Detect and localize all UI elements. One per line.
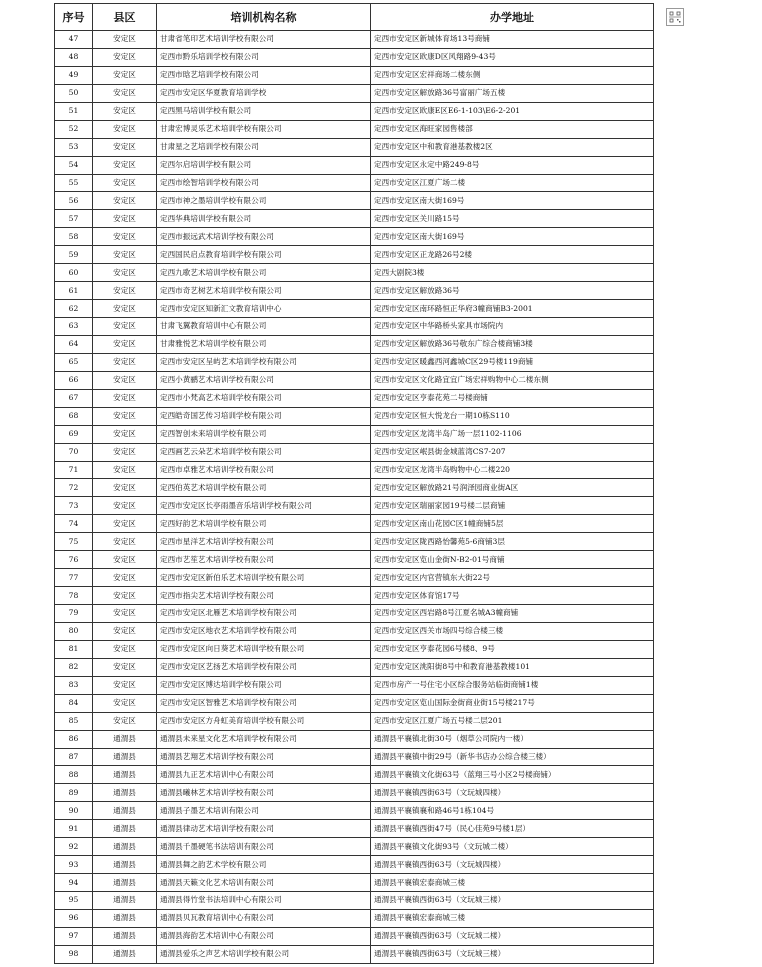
county-cell: 安定区 (93, 712, 157, 730)
table-row (55, 515, 654, 533)
county-cell: 通渭县 (93, 802, 157, 820)
institution-name-cell: 定西市奇艺树艺术培训学校有限公司 (157, 282, 371, 300)
address-cell: 定西大剧院3楼 (371, 264, 654, 282)
county-cell: 安定区 (93, 120, 157, 138)
address-cell: 定西市安定区恒大悦龙台一期10栋S110 (371, 407, 654, 425)
table-row (55, 479, 654, 497)
table-row (55, 138, 654, 156)
table-row (55, 838, 654, 856)
institution-name-cell: 定西尔启培训学校有限公司 (157, 156, 371, 174)
table-row (55, 640, 654, 658)
institution-name-cell: 定西华典培训学校有限公司 (157, 210, 371, 228)
table-row (55, 784, 654, 802)
address-cell: 定西市安定区南大街169号 (371, 228, 654, 246)
serial-number-cell: 49 (55, 66, 93, 84)
table-row (55, 31, 654, 49)
address-cell: 通渭县平襄镇西街47号（民心佳苑9号楼1层） (371, 820, 654, 838)
address-cell: 定西市安定区解放路21号润泽园商业街A区 (371, 479, 654, 497)
address-cell: 定西市安定区文化路宜宜广场宏祥购物中心二楼东侧 (371, 371, 654, 389)
table-row (55, 66, 654, 84)
institution-name-cell: 定西画艺云朵艺术培训学校有限公司 (157, 443, 371, 461)
county-cell: 安定区 (93, 66, 157, 84)
table-row (55, 228, 654, 246)
county-cell: 通渭县 (93, 748, 157, 766)
county-cell: 安定区 (93, 461, 157, 479)
address-cell: 定西市安定区暖鑫西河鑫城C区29号楼119商铺 (371, 353, 654, 371)
institution-name-cell: 定西市指尖艺术培训学校有限公司 (157, 587, 371, 605)
county-cell: 通渭县 (93, 838, 157, 856)
institution-name-cell: 定西市晗艺培训学校有限公司 (157, 66, 371, 84)
address-cell: 定西市安定区解放路36号 (371, 282, 654, 300)
table-row (55, 246, 654, 264)
address-cell: 定西市安定区南环路恒正华府3幢商铺B3-2001 (371, 300, 654, 318)
serial-number-cell: 97 (55, 927, 93, 945)
county-cell: 通渭县 (93, 874, 157, 892)
serial-number-cell: 90 (55, 802, 93, 820)
serial-number-cell: 73 (55, 497, 93, 515)
county-cell: 安定区 (93, 102, 157, 120)
institution-name-cell: 定西智创未来培训学校有限公司 (157, 425, 371, 443)
address-cell: 定西市安定区岷县街金城蓝湾CS7-207 (371, 443, 654, 461)
serial-number-cell: 78 (55, 587, 93, 605)
serial-number-cell: 87 (55, 748, 93, 766)
serial-number-cell: 89 (55, 784, 93, 802)
county-cell: 安定区 (93, 48, 157, 66)
institution-name-cell: 定西市安定区新伯乐艺术培训学校有限公司 (157, 569, 371, 587)
address-cell: 定西市安定区解放路36号富丽广场五楼 (371, 84, 654, 102)
institution-name-cell: 甘肃雅悦艺术培训学校有限公司 (157, 335, 371, 353)
table-row (55, 533, 654, 551)
county-cell: 安定区 (93, 515, 157, 533)
serial-number-cell: 80 (55, 622, 93, 640)
institution-name-cell: 通渭县舞之韵艺术学校有限公司 (157, 856, 371, 874)
institution-name-cell: 通渭县艺翔艺术培训学校有限公司 (157, 748, 371, 766)
serial-number-cell: 61 (55, 282, 93, 300)
institution-name-cell: 定西市艺笙艺术培训学校有限公司 (157, 551, 371, 569)
serial-number-cell: 84 (55, 694, 93, 712)
table-row (55, 605, 654, 623)
institution-name-cell: 定西伯英艺术培训学校有限公司 (157, 479, 371, 497)
county-cell: 安定区 (93, 31, 157, 49)
table-row (55, 300, 654, 318)
address-cell: 通渭县平襄镇西街63号（文玩城三楼） (371, 945, 654, 963)
table-row (55, 766, 654, 784)
table-row (55, 318, 654, 336)
table-row (55, 84, 654, 102)
table-row (55, 730, 654, 748)
serial-number-cell: 68 (55, 407, 93, 425)
serial-number-cell: 93 (55, 856, 93, 874)
serial-number-cell: 62 (55, 300, 93, 318)
county-cell: 安定区 (93, 658, 157, 676)
institution-name-cell: 定西市安定区长亭雨墨音乐培训学校有限公司 (157, 497, 371, 515)
institution-name-cell: 定西市神之墨培训学校有限公司 (157, 192, 371, 210)
serial-number-cell: 64 (55, 335, 93, 353)
county-cell: 安定区 (93, 587, 157, 605)
institution-name-cell: 定西市安定区智雅艺术培训学校有限公司 (157, 694, 371, 712)
qr-scan-icon[interactable] (666, 8, 684, 26)
institution-name-cell: 定西市小梵高艺术培训学校有限公司 (157, 389, 371, 407)
serial-number-cell: 47 (55, 31, 93, 49)
address-cell: 定西市安定区陇西路怡馨苑5-6商铺3层 (371, 533, 654, 551)
serial-number-cell: 86 (55, 730, 93, 748)
county-cell: 安定区 (93, 622, 157, 640)
institution-name-cell: 定西黑马培训学校有限公司 (157, 102, 371, 120)
table-row (55, 856, 654, 874)
county-cell: 安定区 (93, 389, 157, 407)
address-cell: 定西市安定区西关市场四号综合楼三楼 (371, 622, 654, 640)
address-cell: 定西市安定区新城体育场13号商铺 (371, 31, 654, 49)
institution-name-cell: 定西市安定区艺扬艺术培训学校有限公司 (157, 658, 371, 676)
institution-name-cell: 通渭县天籁文化艺术培训有限公司 (157, 874, 371, 892)
table-row (55, 192, 654, 210)
county-cell: 安定区 (93, 335, 157, 353)
county-cell: 通渭县 (93, 820, 157, 838)
table-row (55, 820, 654, 838)
address-cell: 定西市安定区中和教育港基教楼2区 (371, 138, 654, 156)
table-row (55, 802, 654, 820)
qr-scan-icon-glyph (667, 9, 683, 25)
table-row (55, 335, 654, 353)
address-cell: 定西市安定区内官营镇东大街22号 (371, 569, 654, 587)
address-cell: 定西市安定区亨泰花苑二号楼商铺 (371, 389, 654, 407)
serial-number-cell: 54 (55, 156, 93, 174)
institution-name-cell: 通渭县九正艺术培训中心有限公司 (157, 766, 371, 784)
institution-name-cell: 定西国民启点教育培训学校有限公司 (157, 246, 371, 264)
address-cell: 定西市安定区龙湾半岛广场一层1102-1106 (371, 425, 654, 443)
address-cell: 通渭县平襄镇宏泰商城三楼 (371, 909, 654, 927)
table-row (55, 694, 654, 712)
table-row (55, 874, 654, 892)
address-cell: 通渭县平襄镇西街63号（文玩城四楼） (371, 784, 654, 802)
institution-table (54, 3, 654, 964)
institution-name-cell: 通渭县爱乐之声艺术培训学校有限公司 (157, 945, 371, 963)
serial-number-cell: 52 (55, 120, 93, 138)
address-cell: 定西市安定区宏祥商场二楼东侧 (371, 66, 654, 84)
county-cell: 安定区 (93, 282, 157, 300)
serial-number-cell: 95 (55, 892, 93, 910)
institution-name-cell: 甘肃省笔印艺术培训学校有限公司 (157, 31, 371, 49)
serial-number-cell: 55 (55, 174, 93, 192)
serial-number-cell: 70 (55, 443, 93, 461)
serial-number-cell: 66 (55, 371, 93, 389)
serial-number-cell: 57 (55, 210, 93, 228)
county-cell: 安定区 (93, 640, 157, 658)
address-cell: 定西市安定区正龙路26号2楼 (371, 246, 654, 264)
county-cell: 安定区 (93, 84, 157, 102)
address-cell: 定西市安定区中华路桥头家具市场院内 (371, 318, 654, 336)
county-cell: 安定区 (93, 569, 157, 587)
serial-number-cell: 76 (55, 551, 93, 569)
county-cell: 安定区 (93, 300, 157, 318)
institution-name-cell: 定西市星洋艺术培训学校有限公司 (157, 533, 371, 551)
serial-number-cell: 56 (55, 192, 93, 210)
address-cell: 通渭县平襄镇西街63号（文玩城二楼） (371, 927, 654, 945)
table-body (55, 31, 654, 964)
table-row (55, 892, 654, 910)
address-cell: 通渭县平襄镇文化街63号（蓝翔三号小区2号楼商铺） (371, 766, 654, 784)
serial-number-cell: 75 (55, 533, 93, 551)
serial-number-cell: 91 (55, 820, 93, 838)
serial-number-cell: 67 (55, 389, 93, 407)
address-cell: 定西市房产一号住宅小区综合服务站临街商铺1楼 (371, 676, 654, 694)
table-row (55, 353, 654, 371)
address-cell: 通渭县平襄镇文化街93号（文玩城二楼） (371, 838, 654, 856)
county-cell: 安定区 (93, 533, 157, 551)
table-row (55, 461, 654, 479)
county-cell: 安定区 (93, 138, 157, 156)
table-row (55, 102, 654, 120)
address-cell: 定西市安定区永定中路249-8号 (371, 156, 654, 174)
serial-number-cell: 82 (55, 658, 93, 676)
serial-number-cell: 85 (55, 712, 93, 730)
table-row (55, 658, 654, 676)
institution-name-cell: 定西市绘智培训学校有限公司 (157, 174, 371, 192)
table-row (55, 945, 654, 963)
table-row (55, 551, 654, 569)
address-cell: 通渭县平襄镇襄和路46号1栋104号 (371, 802, 654, 820)
address-cell: 定西市安定区关川路15号 (371, 210, 654, 228)
header-serial-number: 序号 (55, 4, 93, 31)
county-cell: 安定区 (93, 318, 157, 336)
serial-number-cell: 72 (55, 479, 93, 497)
institution-name-cell: 定西市安定区北雁艺术培训学校有限公司 (157, 605, 371, 623)
serial-number-cell: 98 (55, 945, 93, 963)
table-row (55, 569, 654, 587)
institution-name-cell: 定西好韵艺术培训学校有限公司 (157, 515, 371, 533)
header-institution-name: 培训机构名称 (157, 4, 371, 31)
county-cell: 通渭县 (93, 784, 157, 802)
county-cell: 通渭县 (93, 766, 157, 784)
serial-number-cell: 50 (55, 84, 93, 102)
county-cell: 安定区 (93, 497, 157, 515)
header-row (55, 4, 654, 31)
institution-name-cell: 定西小黄鹂艺术培训学校有限公司 (157, 371, 371, 389)
table-row (55, 210, 654, 228)
institution-name-cell: 甘肃飞翼教育培训中心有限公司 (157, 318, 371, 336)
county-cell: 安定区 (93, 425, 157, 443)
address-cell: 定西市安定区瑞丽家园19号楼二层商铺 (371, 497, 654, 515)
county-cell: 通渭县 (93, 945, 157, 963)
institution-name-cell: 定西市卓雅艺术培训学校有限公司 (157, 461, 371, 479)
institution-name-cell: 甘肃星之艺培训学校有限公司 (157, 138, 371, 156)
serial-number-cell: 65 (55, 353, 93, 371)
county-cell: 安定区 (93, 210, 157, 228)
serial-number-cell: 96 (55, 909, 93, 927)
county-cell: 通渭县 (93, 927, 157, 945)
institution-name-cell: 通渭县未来星文化艺术培训学校有限公司 (157, 730, 371, 748)
institution-name-cell: 定西九歌艺术培训学校有限公司 (157, 264, 371, 282)
institution-name-cell: 通渭县海韵艺术培训中心有限公司 (157, 927, 371, 945)
serial-number-cell: 77 (55, 569, 93, 587)
table-row (55, 407, 654, 425)
serial-number-cell: 69 (55, 425, 93, 443)
table-row (55, 156, 654, 174)
address-cell: 定西市安定区南山花园C区1幢商铺5层 (371, 515, 654, 533)
county-cell: 安定区 (93, 174, 157, 192)
county-cell: 通渭县 (93, 730, 157, 748)
serial-number-cell: 51 (55, 102, 93, 120)
serial-number-cell: 94 (55, 874, 93, 892)
table-row (55, 676, 654, 694)
serial-number-cell: 79 (55, 605, 93, 623)
header-address: 办学地址 (371, 4, 654, 31)
institution-name-cell: 通渭县千墨硬笔书法培训有限公司 (157, 838, 371, 856)
address-cell: 通渭县平襄镇宏泰商城三楼 (371, 874, 654, 892)
table-row (55, 389, 654, 407)
serial-number-cell: 74 (55, 515, 93, 533)
institution-name-cell: 定西市安定区呈屿艺术培训学校有限公司 (157, 353, 371, 371)
county-cell: 安定区 (93, 551, 157, 569)
address-cell: 定西市安定区南大街169号 (371, 192, 654, 210)
serial-number-cell: 88 (55, 766, 93, 784)
address-cell: 定西市安定区体育馆17号 (371, 587, 654, 605)
county-cell: 安定区 (93, 156, 157, 174)
table-row (55, 371, 654, 389)
address-cell: 定西市安定区江夏广场五号楼二层201 (371, 712, 654, 730)
institution-name-cell: 定西皓奇国艺传习培训学校有限公司 (157, 407, 371, 425)
table-row (55, 497, 654, 515)
county-cell: 安定区 (93, 228, 157, 246)
county-cell: 安定区 (93, 264, 157, 282)
serial-number-cell: 48 (55, 48, 93, 66)
county-cell: 安定区 (93, 192, 157, 210)
table-row (55, 48, 654, 66)
table-row (55, 425, 654, 443)
institution-name-cell: 定西市安定区华夏教育培训学校 (157, 84, 371, 102)
county-cell: 通渭县 (93, 909, 157, 927)
county-cell: 通渭县 (93, 892, 157, 910)
address-cell: 定西市安定区亨泰花园6号楼8、9号 (371, 640, 654, 658)
county-cell: 安定区 (93, 443, 157, 461)
table-row (55, 174, 654, 192)
address-cell: 通渭县平襄镇西街63号（文玩城四楼） (371, 856, 654, 874)
address-cell: 通渭县平襄镇北街30号（烟草公司院内一楼） (371, 730, 654, 748)
county-cell: 安定区 (93, 353, 157, 371)
serial-number-cell: 63 (55, 318, 93, 336)
address-cell: 通渭县平襄镇西街63号（文玩城三楼） (371, 892, 654, 910)
table-row (55, 264, 654, 282)
address-cell: 定西市安定区欧康D区风翔路9-43号 (371, 48, 654, 66)
county-cell: 安定区 (93, 694, 157, 712)
institution-name-cell: 通渭县子墨艺术培训有限公司 (157, 802, 371, 820)
institution-name-cell: 甘肃宏博灵乐艺术培训学校有限公司 (157, 120, 371, 138)
institution-name-cell: 定西市安定区知新汇文教育培训中心 (157, 300, 371, 318)
institution-name-cell: 定西市安定区地衣艺术培训学校有限公司 (157, 622, 371, 640)
institution-name-cell: 通渭县贝瓦教育培训中心有限公司 (157, 909, 371, 927)
county-cell: 安定区 (93, 246, 157, 264)
serial-number-cell: 53 (55, 138, 93, 156)
address-cell: 定西市安定区解放路36号敬东广综合楼商铺3楼 (371, 335, 654, 353)
institution-name-cell: 通渭县律动艺术培训学校有限公司 (157, 820, 371, 838)
header-county: 县区 (93, 4, 157, 31)
serial-number-cell: 59 (55, 246, 93, 264)
table-row (55, 748, 654, 766)
table-row (55, 282, 654, 300)
institution-name-cell: 定西市安定区向日葵艺术培训学校有限公司 (157, 640, 371, 658)
address-cell: 通渭县平襄镇中街29号（新华书店办公综合楼三楼） (371, 748, 654, 766)
table-row (55, 443, 654, 461)
county-cell: 安定区 (93, 676, 157, 694)
serial-number-cell: 60 (55, 264, 93, 282)
table-row (55, 712, 654, 730)
address-cell: 定西市安定区龙湾半岛购物中心二楼220 (371, 461, 654, 479)
address-cell: 定西市安定区海旺家园售楼部 (371, 120, 654, 138)
county-cell: 安定区 (93, 479, 157, 497)
address-cell: 定西市安定区欧康E区E6-1-103\E6-2-201 (371, 102, 654, 120)
table-row (55, 909, 654, 927)
serial-number-cell: 71 (55, 461, 93, 479)
county-cell: 通渭县 (93, 856, 157, 874)
address-cell: 定西市安定区览山国际金街商业街15号楼217号 (371, 694, 654, 712)
institution-name-cell: 定西市安定区博达培训学校有限公司 (157, 676, 371, 694)
table-row (55, 587, 654, 605)
table-row (55, 120, 654, 138)
address-cell: 定西市安定区览山金街N-B2-01号商铺 (371, 551, 654, 569)
serial-number-cell: 92 (55, 838, 93, 856)
serial-number-cell: 58 (55, 228, 93, 246)
institution-name-cell: 定西市振远武术培训学校有限公司 (157, 228, 371, 246)
address-cell: 定西市安定区西岩路8号江夏名城A3幢商铺 (371, 605, 654, 623)
address-cell: 定西市安定区江夏广场二楼 (371, 174, 654, 192)
serial-number-cell: 81 (55, 640, 93, 658)
institution-name-cell: 通渭县得竹堂书法培训中心有限公司 (157, 892, 371, 910)
institution-name-cell: 定西市安定区方舟虹美育培训学校有限公司 (157, 712, 371, 730)
serial-number-cell: 83 (55, 676, 93, 694)
address-cell: 定西市安定区洮阳街8号中和教育港基教楼101 (371, 658, 654, 676)
table-row (55, 622, 654, 640)
institution-name-cell: 定西市黔乐培训学校有限公司 (157, 48, 371, 66)
table-row (55, 927, 654, 945)
county-cell: 安定区 (93, 407, 157, 425)
institution-name-cell: 通渭县曦林艺术培训学校有限公司 (157, 784, 371, 802)
county-cell: 安定区 (93, 605, 157, 623)
county-cell: 安定区 (93, 371, 157, 389)
